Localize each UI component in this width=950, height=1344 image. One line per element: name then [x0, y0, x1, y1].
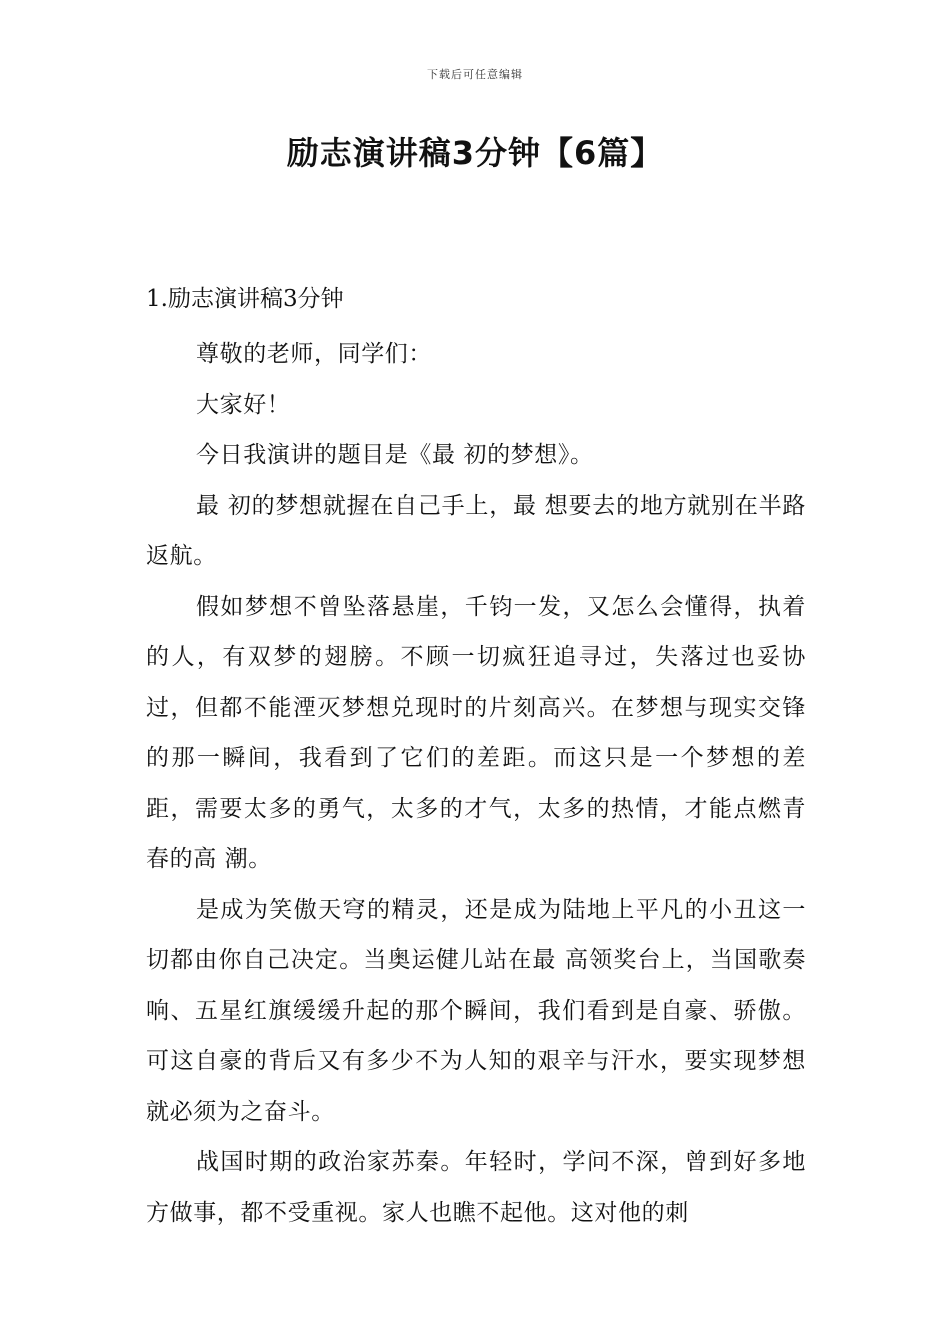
section-heading: 1.励志演讲稿3分钟 [146, 286, 344, 312]
paragraph-hello: 大家好！ [196, 391, 291, 418]
document-body [146, 280, 806, 1238]
header-note: 下载后可任意编辑 [427, 68, 523, 81]
paragraph-body: 假如梦想不曾坠落悬崖，千钧一发，又怎么会懂得，执着的人，有双梦的翅膀。不顾一切疯狂追寻过，失落过也妥协过，但都不能湮灭梦想兑现时的片刻高兴。在梦想与现实交锋的那一瞬间，我看到了它们的差距。而这只是一个梦想的差距，需要太多的勇气，太多的才气，太多的热情，才能点燃青春的高 潮。 [146, 593, 806, 872]
paragraph-body: 战国时期的政治家苏秦。年轻时，学问不深，曾到好多地方做事，都不受重视。家人也瞧不起他。这对他的刺 [146, 1149, 806, 1226]
paragraph-greeting: 尊敬的老师，同学们： [196, 341, 432, 367]
paragraph-body: 是成为笑傲天穹的精灵，还是成为陆地上平凡的小丑这一切都由你自己决定。当奥运健儿站在最 高领奖台上，当国歌奏响、五星红旗缓缓升起的那个瞬间，我们看到是自豪、骄傲。可这自豪的背后又有多少不为人知的艰辛与汗水，要实现梦想就必须为之奋斗。 [146, 896, 806, 1125]
paragraph-topic: 今日我演讲的题目是《最 初的梦想》。 [196, 442, 594, 468]
paragraph-body: 最 初的梦想就握在自己手上，最 想要去的地方就别在半路返航。 [146, 492, 806, 569]
document-title: 励志演讲稿3分钟【6篇】 [286, 134, 664, 172]
